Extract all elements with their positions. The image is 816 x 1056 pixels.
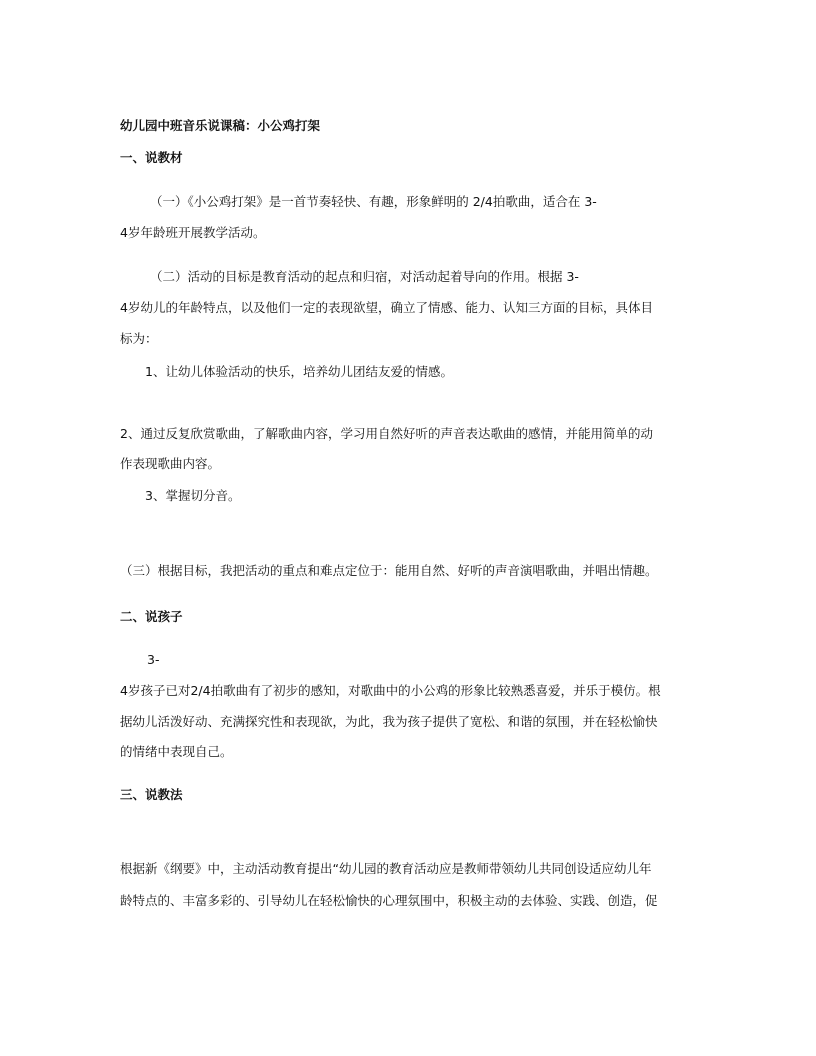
paragraph-2-line-3: 标为： bbox=[120, 331, 158, 346]
methods-line-2: 龄特点的、丰富多彩的、引导幼儿在轻松愉快的心理氛围中，积极主动的去体验、实践、创造，促 bbox=[120, 893, 658, 908]
section-heading-children: 二、说孩子 bbox=[120, 609, 183, 624]
children-line-3: 据幼儿活泼好动、充满探究性和表现欲，为此，我为孩子提供了宽松、和谐的氛围，并在轻松愉快 bbox=[120, 714, 658, 729]
document-title: 幼儿园中班音乐说课稿：小公鸡打架 bbox=[120, 118, 321, 133]
section-heading-materials: 一、说教材 bbox=[120, 150, 183, 165]
goal-2-line-1: 2、通过反复欣赏歌曲，了解歌曲内容，学习用自然好听的声音表达歌曲的感情，并能用简单的动 bbox=[120, 426, 653, 441]
children-line-1: 3- bbox=[147, 652, 160, 667]
paragraph-3: （三）根据目标，我把活动的重点和难点定位于：能用自然、好听的声音演唱歌曲，并唱出情趣。 bbox=[120, 563, 658, 578]
goal-1: 1、让幼儿体验活动的快乐，培养幼儿团结友爱的情感。 bbox=[145, 364, 453, 379]
paragraph-1-line-2: 4岁年龄班开展教学活动。 bbox=[120, 225, 266, 240]
section-heading-methods: 三、说教法 bbox=[120, 787, 183, 802]
paragraph-2-line-2: 4岁幼儿的年龄特点，以及他们一定的表现欲望，确立了情感、能力、认知三方面的目标，具体目 bbox=[120, 300, 653, 315]
methods-line-1: 根据新《纲要》中，主动活动教育提出“幼儿园的教育活动应是教师带领幼儿共同创设适应幼儿年 bbox=[120, 861, 652, 876]
paragraph-2-line-1: （二）活动的目标是教育活动的起点和归宿，对活动起着导向的作用。根据 3- bbox=[150, 269, 579, 284]
goal-3: 3、掌握切分音。 bbox=[145, 488, 241, 503]
paragraph-1-line-1: （一）《小公鸡打架》是一首节奏轻快、有趣，形象鲜明的 2/4拍歌曲，适合在 3- bbox=[150, 194, 597, 209]
children-line-4: 的情绪中表现自己。 bbox=[120, 744, 233, 759]
children-line-2: 4岁孩子已对2/4拍歌曲有了初步的感知，对歌曲中的小公鸡的形象比较熟悉喜爱，并乐于模仿。根 bbox=[120, 683, 661, 698]
goal-2-line-2: 作表现歌曲内容。 bbox=[120, 456, 221, 471]
